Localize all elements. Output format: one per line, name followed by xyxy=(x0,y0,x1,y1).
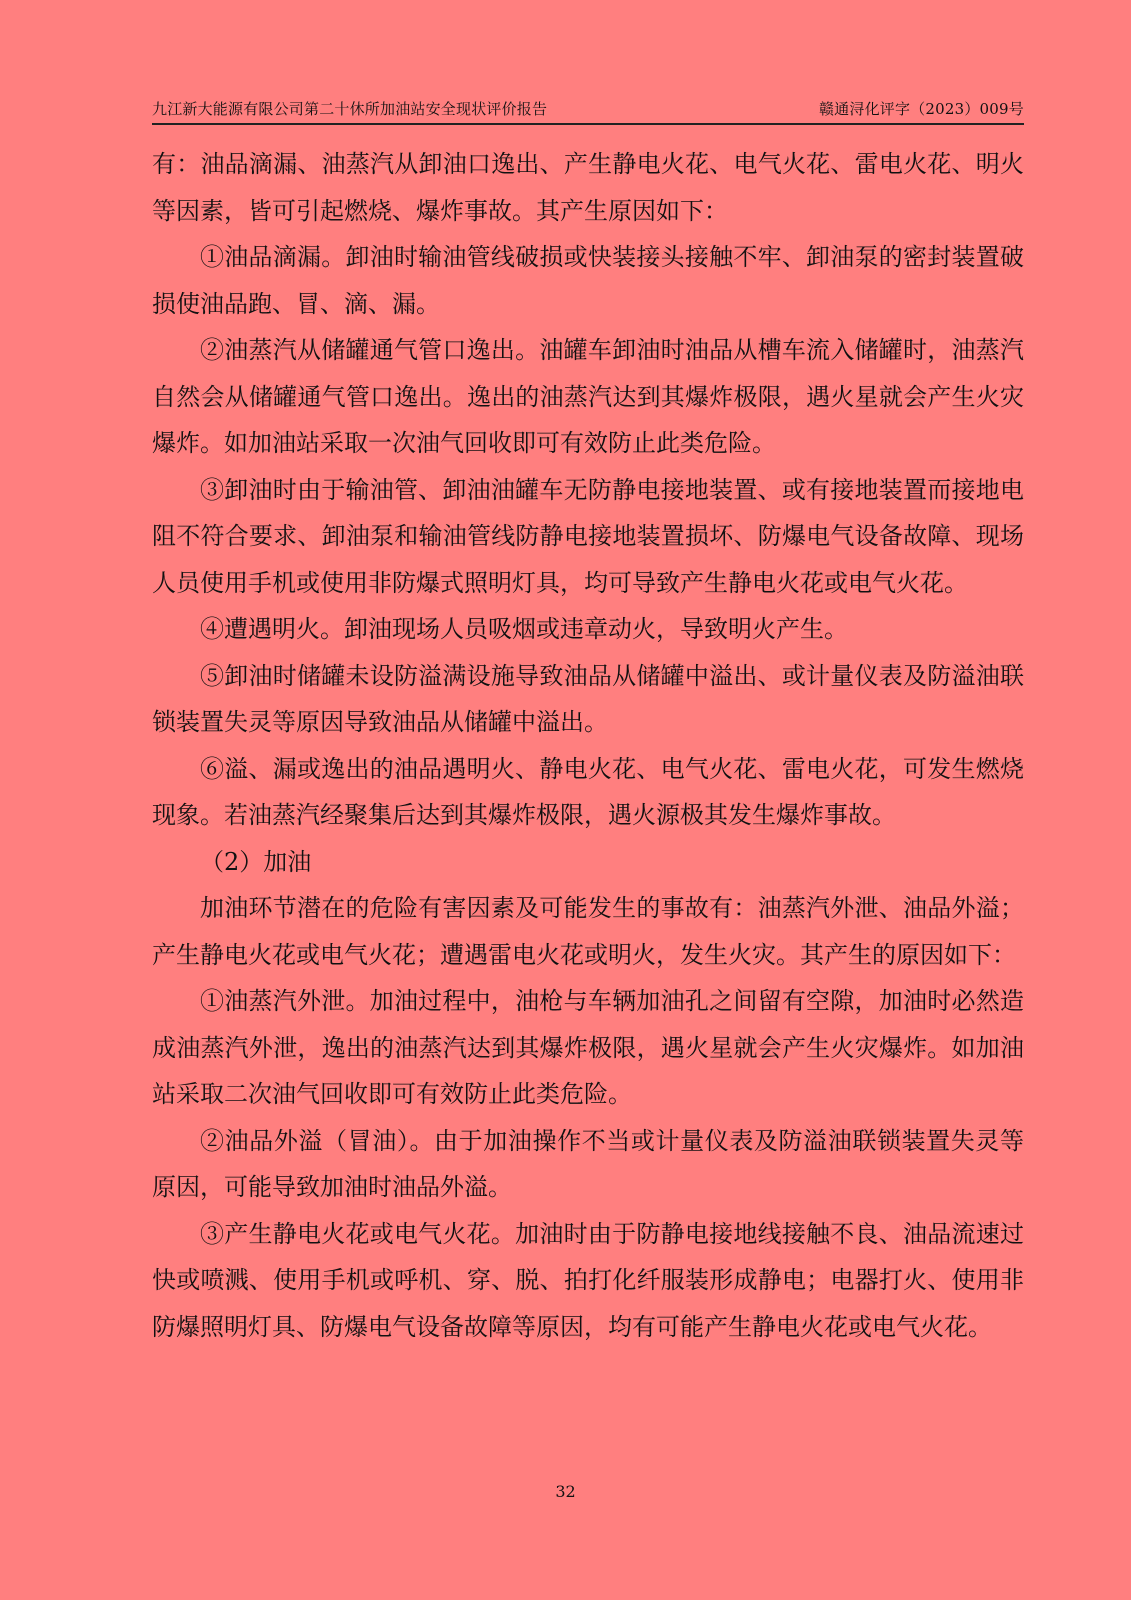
paragraph: ③卸油时由于输油管、卸油油罐车无防静电接地装置、或有接地装置而接地电阻不符合要求、卸油泵和输油管线防静电接地装置损坏、防爆电气设备故障、现场人员使用手机或使用非防爆式照明灯具，均可导致产生静电火花或电气火花。 xyxy=(152,475,1024,597)
paragraph: ①油蒸汽外泄。加油过程中，油枪与车辆加油孔之间留有空隙，加油时必然造成油蒸汽外泄，逸出的油蒸汽达到其爆炸极限，遇火星就会产生火灾爆炸。如加油站采取二次油气回收即可有效防止此类危险。 xyxy=(152,987,1024,1108)
page-number: 32 xyxy=(555,1482,576,1501)
paragraph: ③产生静电火花或电气火花。加油时由于防静电接地线接触不良、油品流速过快或喷溅、使用手机或呼机、穿、脱、拍打化纤服装形成静电；电器打火、使用非防爆照明灯具、防爆电气设备故障等原因，均有可能产生静电火花或电气火花。 xyxy=(152,1219,1024,1341)
paragraph: ⑤卸油时储罐未设防溢满设施导致油品从储罐中溢出、或计量仪表及防溢油联锁装置失灵等原因导致油品从储罐中溢出。 xyxy=(152,661,1024,736)
paragraph: ②油蒸汽从储罐通气管口逸出。油罐车卸油时油品从槽车流入储罐时，油蒸汽自然会从储罐通气管口逸出。逸出的油蒸汽达到其爆炸极限，遇火星就会产生火灾爆炸。如加油站采取一次油气回收即可有效防止此类危险。 xyxy=(152,336,1024,457)
header-report-number: 赣通浔化评字（2023）009号 xyxy=(818,100,1024,118)
section-heading: （2）加油 xyxy=(200,847,312,876)
header-report-title: 九江新大能源有限公司第二十休所加油站安全现状评价报告 xyxy=(152,100,548,118)
paragraph: ②油品外溢（冒油）。由于加油操作不当或计量仪表及防溢油联锁装置失灵等原因，可能导致加油时油品外溢。 xyxy=(152,1126,1024,1201)
page-header xyxy=(152,99,1024,125)
paragraph: ①油品滴漏。卸油时输油管线破损或快装接头接触不牢、卸油泵的密封装置破损使油品跑、冒、滴、漏。 xyxy=(152,243,1024,318)
paragraph: ④遭遇明火。卸油现场人员吸烟或违章动火，导致明火产生。 xyxy=(200,615,848,643)
paragraph: 加油环节潜在的危险有害因素及可能发生的事故有：油蒸汽外泄、油品外溢；产生静电火花或电气火花；遭遇雷电火花或明火，发生火灾。其产生的原因如下： xyxy=(152,894,1024,969)
paragraph: ⑥溢、漏或逸出的油品遇明火、静电火花、电气火花、雷电火花，可发生燃烧现象。若油蒸汽经聚集后达到其爆炸极限，遇火源极其发生爆炸事故。 xyxy=(152,754,1024,829)
paragraph: 有：油品滴漏、油蒸汽从卸油口逸出、产生静电火花、电气火花、雷电火花、明火等因素，皆可引起燃烧、爆炸事故。其产生原因如下： xyxy=(152,150,1024,225)
body-text xyxy=(152,141,1024,1350)
